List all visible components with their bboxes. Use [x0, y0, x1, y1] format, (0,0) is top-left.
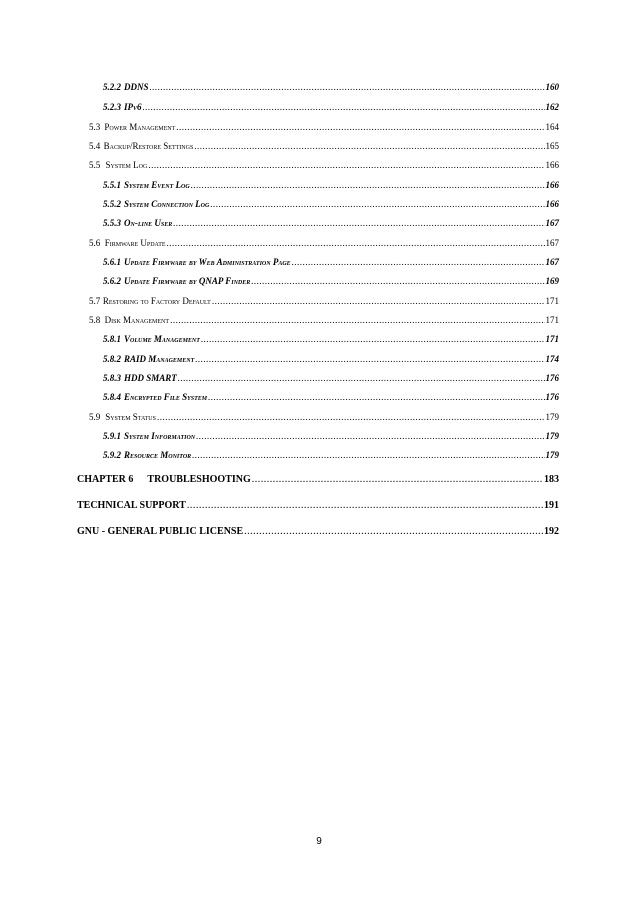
toc-entry-ipv6[interactable] — [103, 100, 559, 114]
toc-entry-number: 5.9.1 — [103, 431, 121, 441]
dot-leader — [143, 100, 545, 114]
toc-entry-page: 174 — [545, 354, 559, 364]
toc-entry-page: 167 — [545, 238, 559, 248]
toc-entry-raid-management[interactable] — [103, 352, 559, 366]
dot-leader — [191, 178, 545, 192]
toc-entry-title: Encrypted File System — [124, 392, 208, 402]
toc-entry-ddns[interactable] — [103, 80, 559, 94]
toc-entry-system-status[interactable] — [89, 410, 559, 424]
toc-entry-number: 5.2.2 — [103, 82, 121, 92]
toc-entry-page: 179 — [545, 431, 559, 441]
toc-entry-page: 192 — [544, 526, 559, 537]
toc-entry-online-user[interactable] — [103, 216, 559, 230]
toc-entry-page: 179 — [545, 412, 559, 422]
toc-entry-number: CHAPTER 6 — [77, 474, 134, 485]
toc-entry-number: 5.9 — [89, 412, 101, 422]
toc-entry-page: 166 — [545, 160, 559, 170]
toc-entry-chapter-6-troubleshooting[interactable] — [77, 473, 559, 487]
dot-leader — [187, 499, 543, 513]
toc-entry-number: 5.3 — [89, 122, 101, 132]
toc-entry-number: 5.8.1 — [103, 334, 121, 344]
toc-entry-number: 5.5.2 — [103, 199, 121, 209]
dot-leader — [178, 371, 545, 385]
toc-entry-page: 162 — [545, 102, 559, 112]
toc-entry-page: 179 — [545, 450, 559, 460]
toc-entry-page: 160 — [545, 82, 559, 92]
toc-entry-page: 176 — [545, 392, 559, 402]
dot-leader — [292, 255, 545, 269]
toc-entry-title: HDD SMART — [124, 373, 177, 383]
toc-entry-title: Update Firmware by Web Administration Page — [124, 257, 291, 267]
toc-entry-title: System Event Log — [124, 180, 190, 190]
dot-leader — [208, 390, 544, 404]
toc-entry-backup-restore[interactable] — [89, 139, 559, 153]
toc-entry-title: RAID Management — [124, 354, 195, 364]
toc-entry-page: 191 — [544, 500, 559, 511]
dot-leader — [210, 197, 544, 211]
toc-entry-firmware-update[interactable] — [89, 236, 559, 250]
toc-entry-number: 5.5 — [89, 160, 101, 170]
toc-entry-number: 5.6.1 — [103, 257, 121, 267]
toc-entry-number: 5.8.3 — [103, 373, 121, 383]
toc-entry-system-log[interactable] — [89, 158, 559, 172]
toc-entry-system-connection-log[interactable] — [103, 197, 559, 211]
dot-leader — [170, 313, 544, 327]
dot-leader — [157, 410, 545, 424]
toc-entry-title: System Information — [124, 431, 196, 441]
toc-entry-number: 5.8 — [89, 315, 101, 325]
toc-entry-restoring-factory-default[interactable] — [89, 294, 559, 308]
toc-entry-title: Power Management — [104, 122, 176, 132]
dot-leader — [173, 216, 544, 230]
toc-entry-title: Restoring to Factory Default — [102, 296, 211, 306]
toc-entry-number: 5.2.3 — [103, 102, 121, 112]
toc-entry-title: System Status — [105, 412, 156, 422]
toc-entry-title: Backup/Restore Settings — [103, 141, 194, 151]
toc-entry-title: Volume Management — [124, 334, 200, 344]
dot-leader — [176, 120, 544, 134]
toc-entry-page: 167 — [545, 218, 559, 228]
toc-entry-page: 171 — [545, 315, 559, 325]
toc-entry-page: 166 — [545, 180, 559, 190]
toc-entry-title: Disk Management — [104, 315, 170, 325]
toc-entry-page: 171 — [545, 296, 559, 306]
toc-entry-gnu-gpl[interactable] — [77, 525, 559, 539]
dot-leader — [167, 236, 545, 250]
toc-entry-page: 166 — [545, 199, 559, 209]
toc-entry-encrypted-file-system[interactable] — [103, 390, 559, 404]
toc-entry-system-event-log[interactable] — [103, 178, 559, 192]
toc-entry-page: 167 — [545, 257, 559, 267]
toc-entry-technical-support[interactable] — [77, 499, 559, 513]
dot-leader — [194, 139, 544, 153]
dot-leader — [196, 429, 544, 443]
toc-entry-page: 164 — [545, 122, 559, 132]
toc-entry-number: 5.6 — [89, 238, 101, 248]
dot-leader — [252, 473, 543, 487]
toc-entry-page: 176 — [545, 373, 559, 383]
toc-entry-title: Resource Monitor — [124, 450, 192, 460]
dot-leader — [201, 332, 545, 346]
toc-entry-page: 165 — [545, 141, 559, 151]
toc-entry-power-management[interactable] — [89, 120, 559, 134]
toc-entry-title: Update Firmware by QNAP Finder — [124, 276, 251, 286]
toc-entry-system-information[interactable] — [103, 429, 559, 443]
toc-entry-title: GNU - GENERAL PUBLIC LICENSE — [77, 526, 244, 537]
toc-entry-title: IPv6 — [124, 102, 142, 112]
toc-entry-number: 5.5.3 — [103, 218, 121, 228]
toc-entry-title: TECHNICAL SUPPORT — [77, 500, 186, 511]
toc-entry-page: 183 — [544, 474, 559, 485]
toc-entry-title: DDNS — [124, 82, 149, 92]
toc-entry-number: 5.7 — [89, 296, 101, 306]
toc-entry-page: 169 — [545, 276, 559, 286]
toc-entry-title: On-line User — [124, 218, 173, 228]
toc-entry-title: TROUBLESHOOTING — [147, 474, 251, 485]
toc-entry-volume-management[interactable] — [103, 332, 559, 346]
toc-entry-number: 5.8.4 — [103, 392, 121, 402]
dot-leader — [244, 525, 543, 539]
toc-entry-number: 5.9.2 — [103, 450, 121, 460]
toc-entry-disk-management[interactable] — [89, 313, 559, 327]
toc-entry-number: 5.8.2 — [103, 354, 121, 364]
dot-leader — [150, 80, 545, 94]
dot-leader — [148, 158, 544, 172]
toc-entry-update-firmware-web[interactable] — [103, 255, 559, 269]
toc-entry-resource-monitor[interactable] — [103, 448, 559, 462]
toc-entry-number: 5.6.2 — [103, 276, 121, 286]
toc-entry-title: System Connection Log — [124, 199, 210, 209]
toc-entry-update-firmware-finder[interactable] — [103, 274, 559, 288]
toc-entry-title: System Log — [105, 160, 148, 170]
toc-entry-hdd-smart[interactable] — [103, 371, 559, 385]
dot-leader — [212, 294, 545, 308]
toc-entry-page: 171 — [545, 334, 559, 344]
toc-entry-number: 5.4 — [89, 141, 101, 151]
toc-entry-number: 5.5.1 — [103, 180, 121, 190]
toc-entry-title: Firmware Update — [104, 238, 166, 248]
dot-leader — [251, 274, 544, 288]
page-number: 9 — [316, 836, 322, 847]
dot-leader — [192, 448, 544, 462]
dot-leader — [195, 352, 544, 366]
